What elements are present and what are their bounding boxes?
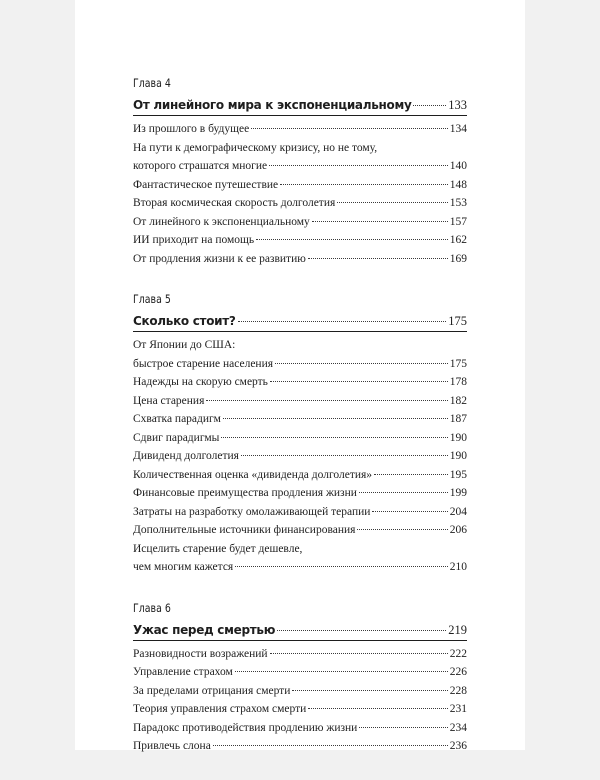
toc-entry[interactable]	[133, 392, 467, 411]
page-number: 157	[449, 215, 467, 228]
dot-leader	[251, 128, 448, 129]
toc-entry[interactable]	[133, 484, 467, 503]
entry-title: Дивиденд долголетия	[133, 450, 239, 462]
toc-entry[interactable]	[133, 120, 467, 139]
toc-entry[interactable]	[133, 194, 467, 213]
table-of-contents	[133, 76, 467, 780]
entry-title: Надежды на скорую смерть	[133, 376, 268, 388]
entry-title: Управление страхом	[133, 666, 233, 678]
toc-entry[interactable]	[133, 663, 467, 682]
page-number: 222	[449, 647, 467, 660]
chapter-6	[133, 601, 467, 756]
chapter-4	[133, 76, 467, 268]
toc-entry-multiline[interactable]	[133, 139, 467, 176]
entry-title: Из прошлого в будущее	[133, 123, 250, 135]
entry-title: Финансовые преимущества продления жизни	[133, 487, 357, 499]
dot-leader	[337, 202, 447, 203]
toc-entry[interactable]	[133, 700, 467, 719]
entry-title: Схватка парадигм	[133, 413, 221, 425]
toc-entry[interactable]	[133, 250, 467, 269]
dot-leader	[235, 671, 448, 672]
toc-entry[interactable]	[133, 373, 467, 392]
entry-title-line1: От Японии до США:	[133, 339, 236, 351]
page-number: 204	[449, 505, 467, 518]
chapter-5	[133, 292, 467, 577]
toc-entry[interactable]	[133, 429, 467, 448]
entry-title-line1: На пути к демографическому кризису, но не тому,	[133, 141, 378, 154]
page-number: 187	[449, 413, 467, 425]
page-number: 206	[449, 524, 467, 536]
entry-title: Теория управления страхом смерти	[133, 703, 307, 715]
dot-leader	[275, 363, 448, 364]
toc-entry[interactable]	[133, 682, 467, 701]
chapter-title-entry[interactable]	[133, 96, 467, 116]
entry-title: Вторая космическая скорость долголетия	[133, 197, 336, 209]
page-number: 178	[449, 376, 467, 388]
dot-leader	[308, 708, 448, 709]
entry-title: Фантастическое путешествие	[133, 178, 279, 191]
chapter-label: Глава 6	[133, 600, 171, 615]
page-number: 190	[449, 431, 467, 444]
dot-leader	[312, 221, 448, 222]
page-number: 195	[449, 468, 467, 481]
toc-entry-multiline[interactable]	[133, 336, 467, 373]
dot-leader	[357, 529, 447, 530]
page-number: 190	[449, 450, 467, 462]
dot-leader	[256, 239, 448, 240]
dot-leader	[359, 492, 448, 493]
page-number: 153	[449, 197, 467, 209]
toc-entry[interactable]	[133, 447, 467, 466]
entry-title: ИИ приходит на помощь	[133, 234, 255, 246]
entry-title: быстрое старение населения	[133, 357, 274, 370]
entry-title: От продления жизни к ее развитию	[133, 252, 306, 265]
page-number: 175	[448, 314, 467, 328]
dot-leader	[270, 381, 448, 382]
dot-leader	[206, 400, 447, 401]
page-number: 228	[449, 684, 467, 697]
page-number: 234	[449, 721, 467, 734]
toc-entry[interactable]	[133, 176, 467, 195]
dot-leader	[269, 165, 448, 166]
toc-entry[interactable]	[133, 410, 467, 429]
entry-title: Затраты на разработку омолаживающей терапии	[133, 505, 371, 518]
dot-leader	[223, 418, 448, 419]
chapter-title: Сколько стоит?	[133, 314, 236, 328]
toc-entry[interactable]	[133, 503, 467, 522]
chapter-label: Глава 5	[133, 292, 171, 306]
entry-title: Парадокс противодействия продлению жизни	[133, 721, 358, 734]
entry-title-line1: Исцелить старение будет дешевле,	[133, 542, 303, 555]
page-number: 148	[449, 178, 467, 191]
dot-leader	[277, 630, 446, 631]
page-number: 199	[449, 487, 467, 499]
page-number: 231	[449, 703, 467, 715]
dot-leader	[221, 437, 447, 438]
toc-entry[interactable]	[133, 466, 467, 485]
entry-title: Цена старения	[133, 394, 205, 407]
page-number: 236	[449, 740, 467, 752]
entry-title: Привлечь слона	[133, 740, 211, 752]
dot-leader	[372, 511, 447, 512]
dot-leader	[213, 745, 448, 746]
page-number: 162	[449, 234, 467, 246]
toc-entry[interactable]	[133, 231, 467, 250]
dot-leader	[270, 653, 448, 654]
page-number: 169	[449, 252, 467, 265]
toc-entry[interactable]	[133, 645, 467, 664]
entry-title: Разновидности возражений	[133, 647, 268, 660]
dot-leader	[413, 105, 446, 106]
page-number: 182	[449, 394, 467, 407]
toc-entry-multiline[interactable]	[133, 540, 467, 577]
entry-title: От линейного к экспоненциальному	[133, 215, 310, 228]
dot-leader	[235, 566, 448, 567]
dot-leader	[374, 474, 448, 475]
dot-leader	[292, 690, 447, 691]
entry-title: которого страшатся многие	[133, 160, 268, 172]
page-number: 175	[449, 357, 467, 370]
chapter-title-entry[interactable]	[133, 312, 467, 332]
dot-leader	[238, 321, 447, 322]
toc-entry[interactable]	[133, 719, 467, 738]
page-number: 133	[448, 98, 467, 112]
dot-leader	[280, 184, 448, 185]
toc-entry[interactable]	[133, 737, 467, 756]
toc-entry[interactable]	[133, 213, 467, 232]
entry-title: Количественная оценка «дивиденда долголетия»	[133, 468, 373, 481]
chapter-title-entry[interactable]	[133, 621, 467, 641]
page-number: 210	[449, 561, 467, 573]
entry-title: Дополнительные источники финансирования	[133, 524, 356, 536]
dot-leader	[308, 258, 448, 259]
dot-leader	[241, 455, 448, 456]
chapter-label: Глава 4	[133, 76, 171, 90]
page-number: 226	[449, 666, 467, 678]
chapter-title: Ужас перед смертью	[133, 622, 276, 637]
entry-title: За пределами отрицания смерти	[133, 684, 291, 697]
entry-title: Сдвиг парадигмы	[133, 431, 220, 444]
entry-title: чем многим кажется	[133, 561, 234, 573]
page-number: 219	[448, 622, 467, 637]
page-number: 134	[449, 123, 467, 135]
page-number: 140	[449, 160, 467, 172]
book-page	[75, 0, 525, 750]
chapter-title: От линейного мира к экспоненциальному	[133, 98, 412, 112]
toc-entry[interactable]	[133, 521, 467, 540]
dot-leader	[359, 727, 447, 728]
